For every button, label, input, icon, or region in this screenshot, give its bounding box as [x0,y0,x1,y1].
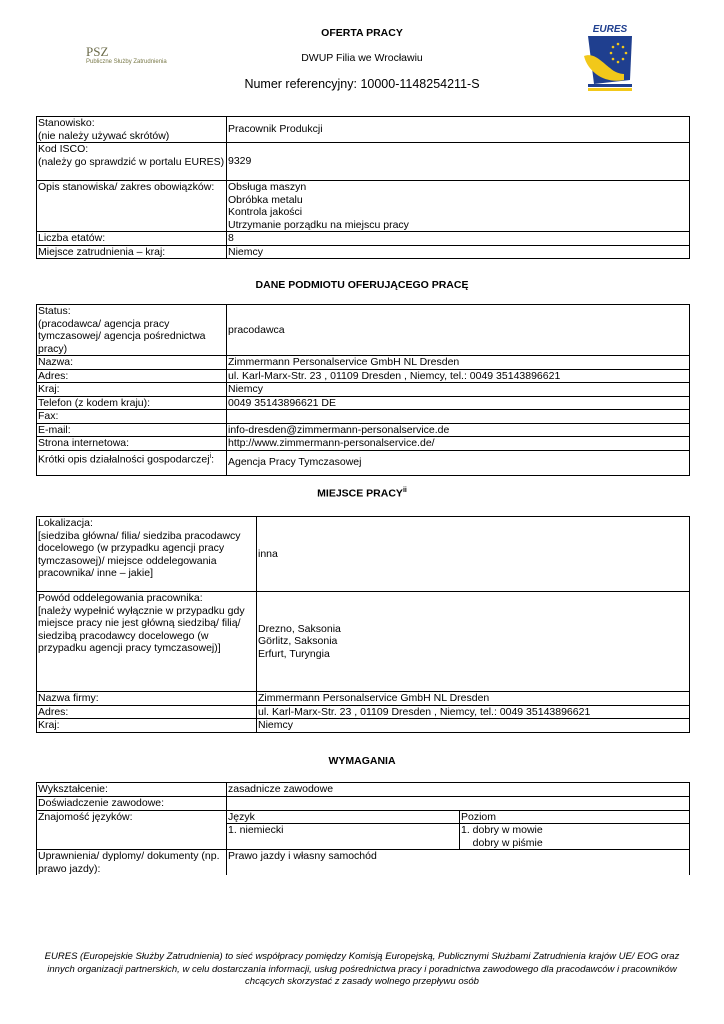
label-languages: Znajomość języków: [37,810,227,850]
reference-number: Numer referencyjny: 10000-1148254211-S [244,77,480,91]
value-country: Niemcy [227,383,690,397]
label-email: E-mail: [37,423,227,437]
header-language: Język [227,810,460,824]
label-address: Adres: [37,369,227,383]
label-website: Strona internetowa: [37,437,227,451]
employer-table [36,304,690,476]
table-row [37,423,690,437]
table-row [37,356,690,370]
label-fax: Fax: [37,410,227,424]
label-description: Opis stanowiska/ zakres obowiązków: [37,181,227,232]
label-delegation: Powód oddelegowania pracownika: [należy wypełnić wyłącznie w przypadku gdy miejsce pracy nie jest główną siedzibą/ filią/ siedzibą pracodawcy docelowego (w przypadku agencji pracy tymczasowej)] [37,592,257,692]
table-row [37,719,690,733]
table-row [37,383,690,397]
label-location: Lokalizacja: [siedziba główna/ filia/ siedziba pracodawcy docelowego (w przypadku agencji pracy tymczasowej)/ miejsce oddelegowania pracownika/ inne – jakie] [37,517,257,592]
label-phone: Telefon (z kodem kraju): [37,396,227,410]
label-isco: Kod ISCO: (należy go sprawdzić w portalu EURES) [37,143,227,181]
value-phone: 0049 35143896621 DE [227,396,690,410]
table-row [37,450,690,475]
value-location: inna [257,517,690,592]
workplace-table [36,516,690,733]
value-website[interactable]: http://www.zimmermann-personalservice.de/ [227,437,690,451]
table-row [37,396,690,410]
header-level: Poziom [460,810,690,824]
table-row [37,517,690,592]
value-email[interactable]: info-dresden@zimmermann-personalservice.de [227,423,690,437]
value-position: Pracownik Produkcji [227,117,690,143]
label-licenses: Uprawnienia/ dyplomy/ dokumenty (np. prawo jazdy): [37,850,227,876]
value-business: Agencja Pracy Tymczasowej [227,450,690,475]
table-row [37,850,690,876]
value-country: Niemcy [257,719,690,733]
value-description: Obsługa maszyn Obróbka metalu Kontrola jakości Utrzymanie porządku na miejscu pracy [227,181,690,232]
value-name: Zimmermann Personalservice GmbH NL Dresden [227,356,690,370]
table-row [37,143,690,181]
table-row [37,705,690,719]
table-row [37,181,690,232]
label-positions-count: Liczba etatów: [37,232,227,246]
footer-note: EURES (Europejskie Służby Zatrudnienia) to sieć współpracy pomiędzy Komisją Europejską, Publicznymi Służbami Zatrudnienia krajów UE/ EOG oraz innych organizacji partnerskich, w celu dostarczania informacji, usług pośrednictwa pracy i poradnictwa zawodowego dla pracodawców i pracowników chcących skorzystać z zasady wolnego przepływu osób [44,951,680,987]
label-status: Status: (pracodawca/ agencja pracy tymczasowej/ agencja pośrednictwa pracy) [37,305,227,356]
value-delegation: Drezno, Saksonia Görlitz, Saksonia Erfurt, Turyngia [257,592,690,692]
value-fax [227,410,690,424]
psz-logo-subtext: Publiczne Służby Zatrudnienia [86,59,167,65]
value-licenses: Prawo jazdy i własny samochód [227,850,690,876]
table-row [37,783,690,797]
table-row [37,410,690,424]
value-company: Zimmermann Personalservice GmbH NL Dresden [257,692,690,706]
label-country: Kraj: [37,719,257,733]
label-experience: Doświadczenie zawodowe: [37,797,227,811]
requirements-heading: WYMAGANIA [328,755,396,767]
employer-heading: DANE PODMIOTU OFERUJĄCEGO PRACĘ [255,279,469,291]
value-education: zasadnicze zawodowe [227,783,690,797]
psz-logo-text: PSZ [86,44,109,59]
value-experience [227,797,690,811]
table-row [37,592,690,692]
value-address: ul. Karl-Marx-Str. 23 , 01109 Dresden , Niemcy, tel.: 0049 35143896621 [227,369,690,383]
table-row [37,692,690,706]
value-level: 1. dobry w mowie dobry w piśmie [460,824,690,850]
label-business: Krótki opis działalności gospodarczej$^i$: [37,450,227,475]
table-row [37,797,690,811]
label-name: Nazwa: [37,356,227,370]
label-company: Nazwa firmy: [37,692,257,706]
label-country: Kraj: [37,383,227,397]
table-row [37,117,690,143]
table-row [37,305,690,356]
table-row [37,369,690,383]
value-country: Niemcy [227,245,690,259]
table-row [37,810,690,824]
table-row [37,437,690,451]
label-position: Stanowisko: (nie należy używać skrótów) [37,117,227,143]
value-status: pracodawca [227,305,690,356]
workplace-heading: MIEJSCE PRACY$^{ii}$ [317,487,407,500]
label-country: Miejsce zatrudnienia – kraj: [37,245,227,259]
requirements-table [36,782,690,875]
value-positions-count: 8 [227,232,690,246]
label-education: Wykształcenie: [37,783,227,797]
value-language: 1. niemiecki [227,824,460,850]
page-title: OFERTA PRACY [321,27,403,39]
offer-table [36,116,690,259]
value-address: ul. Karl-Marx-Str. 23 , 01109 Dresden , Niemcy, tel.: 0049 35143896621 [257,705,690,719]
table-row [37,245,690,259]
value-isco: 9329 [227,143,690,181]
office-name: DWUP Filia we Wrocławiu [301,52,423,64]
table-row [37,232,690,246]
label-address: Adres: [37,705,257,719]
eures-logo-text: EURES [592,24,628,35]
